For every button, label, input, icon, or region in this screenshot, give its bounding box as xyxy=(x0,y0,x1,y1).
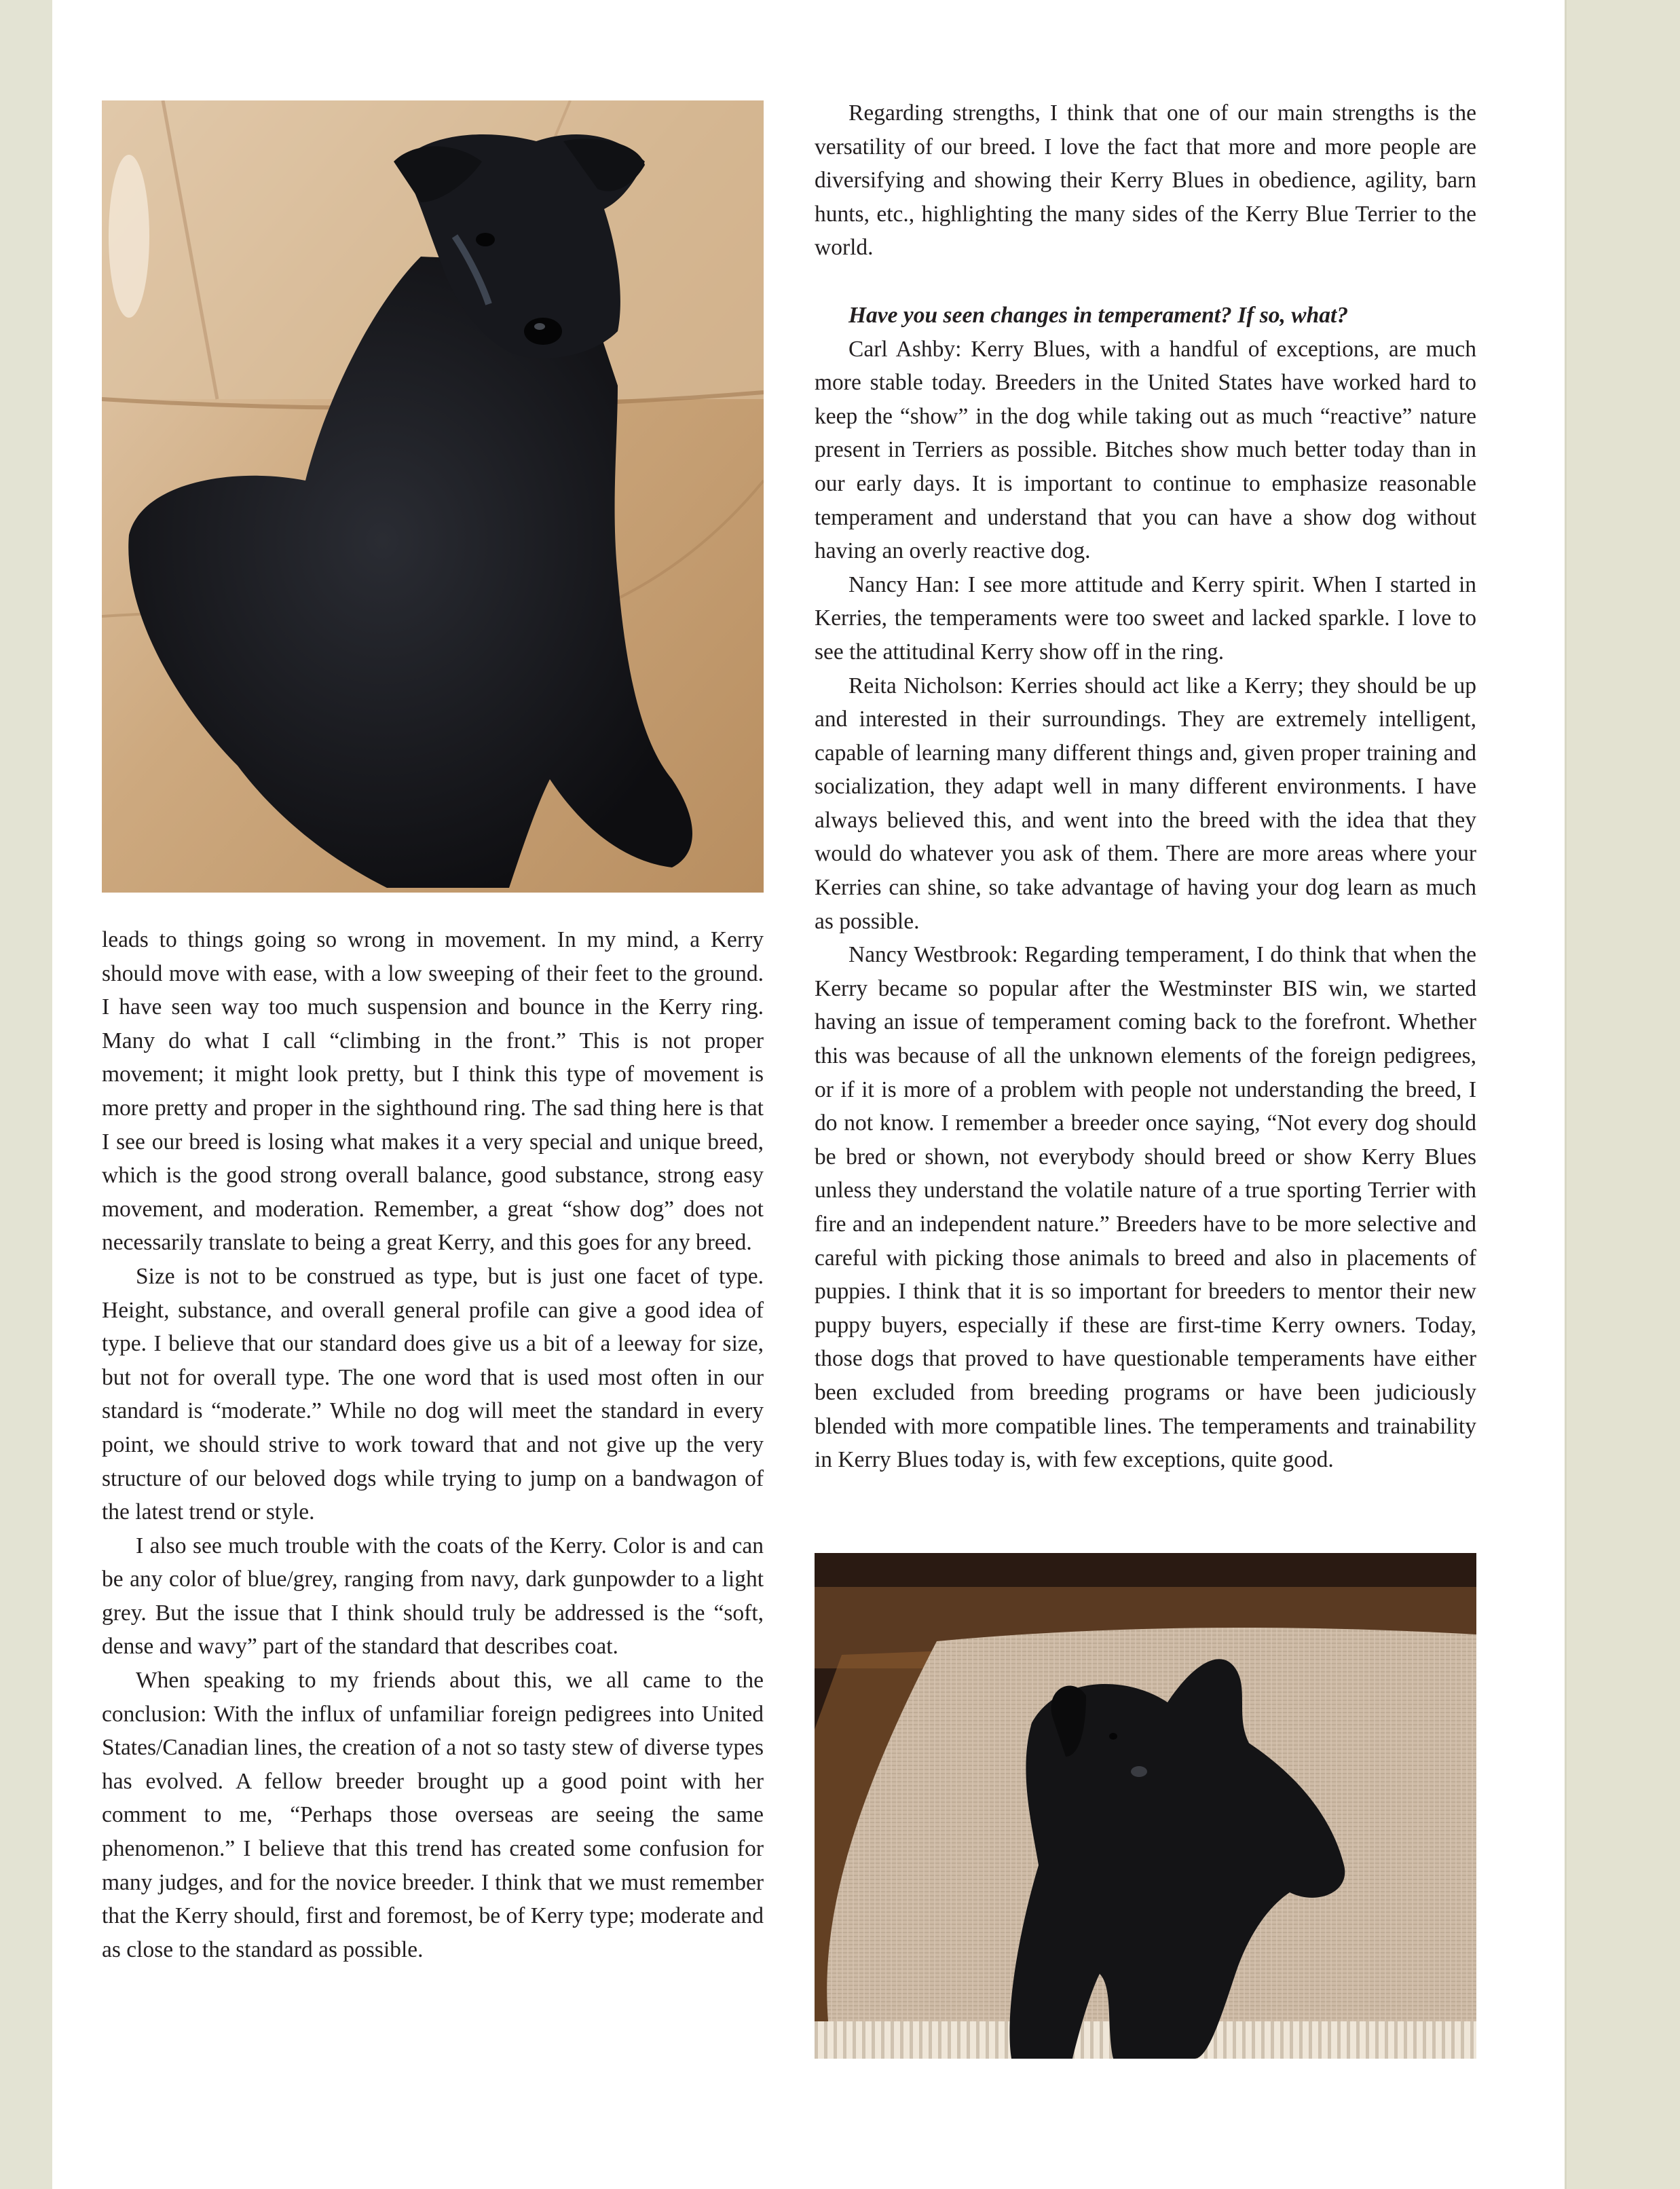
answer-nancy-han: Nancy Han: I see more attitude and Kerry spirit. When I started in Kerries, the temperaments were too sweet and lacked sparkle. I love to see the attitudinal Kerry show off in the ring. xyxy=(815,572,1476,665)
interview-question-temperament: Have you seen changes in temperament? If so, what? xyxy=(848,302,1349,328)
paragraph-foreign-pedigrees: When speaking to my friends about this, we all came to the conclusion: With the influx of unfamiliar foreign pedigrees into United States/Canadian lines, the creation of a not so tasty stew of diverse types has evolved. A fellow breeder brought up a good point with her comment to me, “Perhaps those overseas are seeing the same phenomenon.” I believe that this trend has created some confusion for many judges, and for the novice breeder. I think that we must remember that the Kerry should, first and foremost, be of Kerry type; moderate and as close to the standard as possible. xyxy=(102,1668,764,1962)
puppy-sitting-image xyxy=(102,100,764,893)
paragraph-size-type: Size is not to be construed as type, but is just one facet of type. Height, substance, and overall general profile can give a good idea of type. I believe that our standard does give us a bit of a leeway for size, but not for overall type. The one word that is used most often in our standard is “moderate.” While no dog will meet the standard in every point, we should strive to work toward that and not give up the very structure of our beloved dogs while trying to jump on a bandwagon of the latest trend or style. xyxy=(102,1263,764,1525)
answer-reita-nicholson: Reita Nicholson: Kerries should act like a Kerry; they should be up and interested in their surroundings. They are extremely intelligent, capable of learning many different things and, given proper training and socialization, they adapt well in many different environments. I have always believed this, and went into the breed with the idea that they would do whatever you ask of them. There are more areas where your Kerries can shine, so take advantage of having your dog learn as much as possible. xyxy=(815,673,1476,934)
puppy-lying-image xyxy=(815,1553,1476,2059)
right-page-margin xyxy=(1565,0,1680,2189)
article-right-column xyxy=(815,96,1476,1477)
paragraph-strengths: Regarding strengths, I think that one of our main strengths is the versatility of our breed. I love the fact that more and more people are diversifying and showing their Kerry Blues in obedience, agility, barn hunts, etc., highlighting the many sides of the Kerry Blue Terrier to the world. xyxy=(815,100,1476,261)
answer-nancy-westbrook: Nancy Westbrook: Regarding temperament, I do think that when the Kerry became so popular after the Westminster BIS win, we started having an issue of temperament coming back to the forefront. Whether this was because of all the unknown elements of the foreign pedigrees, or if it is more of a problem with people not understanding the breed, I do not know. I remember a breeder once saying, “Not every dog should be bred or shown, not everybody should breed or show Kerry Blues unless they understand the volatile nature of a true sporting Terrier with fire and an independent nature.” Breeders have to be more selective and careful with picking those animals to breed and also in placements of puppies. I think that it is so important for breeders to mentor their new puppy buyers, especially if these are first-time Kerry owners. Today, those dogs that proved to have questionable temperaments have either been excluded from breeding programs or have been judiciously blended with more compatible lines. The temperaments and trainability in Kerry Blues today is, with few exceptions, quite good. xyxy=(815,942,1476,1473)
article-left-column xyxy=(102,923,764,1966)
photo-puppy-sitting-on-sofa xyxy=(102,100,764,893)
answer-carl-ashby: Carl Ashby: Kerry Blues, with a handful of exceptions, are much more stable today. Breeders in the United States have worked hard to keep the “show” in the dog while taking out as much “reactive” nature present in Terriers as possible. Bitches show much better today than in our early days. It is important to continue to emphasize reasonable temperament and understand that you can have a show dog without having an overly reactive dog. xyxy=(815,336,1476,564)
paragraph-coat: I also see much trouble with the coats of the Kerry. Color is and can be any color of blue/grey, ranging from navy, dark gunpowder to a light grey. But the issue that I think should truly be addressed is the “soft, dense and wavy” part of the standard that describes coat. xyxy=(102,1533,764,1660)
paragraph-movement: leads to things going so wrong in movement. In my mind, a Kerry should move with ease, with a low sweeping of their feet to the ground. I have seen way too much suspension and bounce in the Kerry ring. Many do what I call “climbing in the front.” This is not proper movement; it might look pretty, but I think this type of movement is more pretty and proper in the sighthound ring. The sad thing here is that I see our breed is losing what makes it a very special and unique breed, which is the good strong overall balance, good substance, strong easy movement, and moderation. Remember, a great “show dog” does not necessarily translate to being a great Kerry, and this goes for any breed. xyxy=(102,927,764,1256)
photo-puppy-lying-on-bed xyxy=(815,1553,1476,2059)
left-page-margin xyxy=(0,0,52,2189)
